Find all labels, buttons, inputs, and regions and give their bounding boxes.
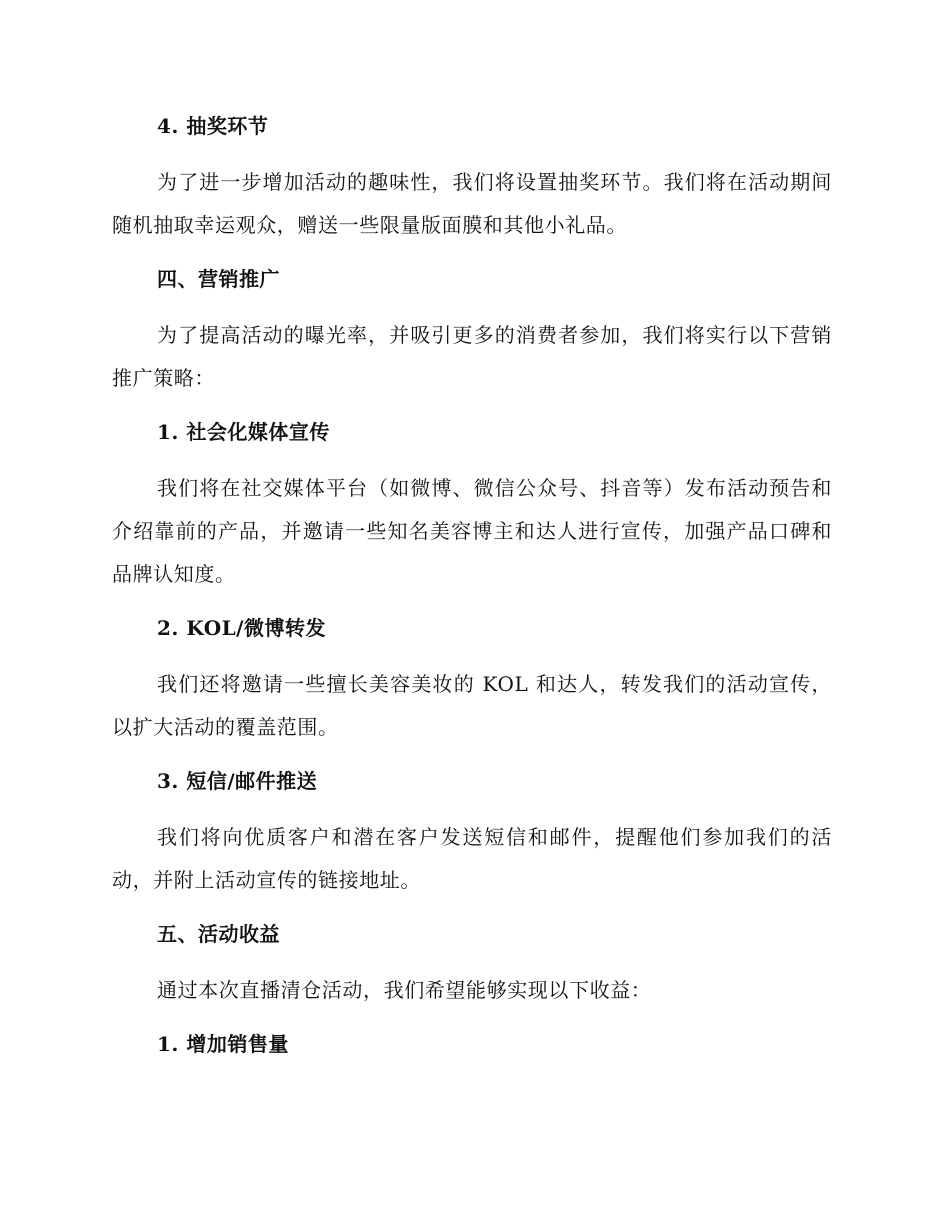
document-body (112, 108, 832, 1062)
section-heading-sales: 1. 增加销售量 (157, 1032, 289, 1056)
paragraph-kol: 我们还将邀请一些擅长美容美妆的 KOL 和达人，转发我们的活动宣传，以扩大活动的覆盖范围。 (112, 672, 832, 739)
paragraph-social-media: 我们将在社交媒体平台（如微博、微信公众号、抖音等）发布活动预告和介绍靠前的产品，并邀请一些知名美容博主和达人进行宣传，加强产品口碑和品牌认知度。 (112, 476, 832, 586)
paragraph-sms-email: 我们将向优质客户和潜在客户发送短信和邮件，提醒他们参加我们的活动，并附上活动宣传的链接地址。 (112, 825, 832, 892)
section-heading-revenue: 五、活动收益 (157, 922, 280, 946)
section-heading-lottery: 4. 抽奖环节 (157, 114, 269, 138)
section-heading-kol: 2. KOL/微博转发 (157, 616, 326, 640)
paragraph-lottery: 为了进一步增加活动的趣味性，我们将设置抽奖环节。我们将在活动期间随机抽取幸运观众，赠送一些限量版面膜和其他小礼品。 (112, 170, 832, 237)
paragraph-revenue-intro: 通过本次直播清仓活动，我们希望能够实现以下收益： (157, 978, 652, 1002)
section-heading-sms-email: 3. 短信/邮件推送 (157, 769, 318, 793)
section-heading-marketing: 四、营销推广 (157, 267, 280, 291)
paragraph-marketing-intro: 为了提高活动的曝光率，并吸引更多的消费者参加，我们将实行以下营销推广策略： (112, 323, 832, 390)
section-heading-social-media: 1. 社会化媒体宣传 (157, 420, 330, 444)
